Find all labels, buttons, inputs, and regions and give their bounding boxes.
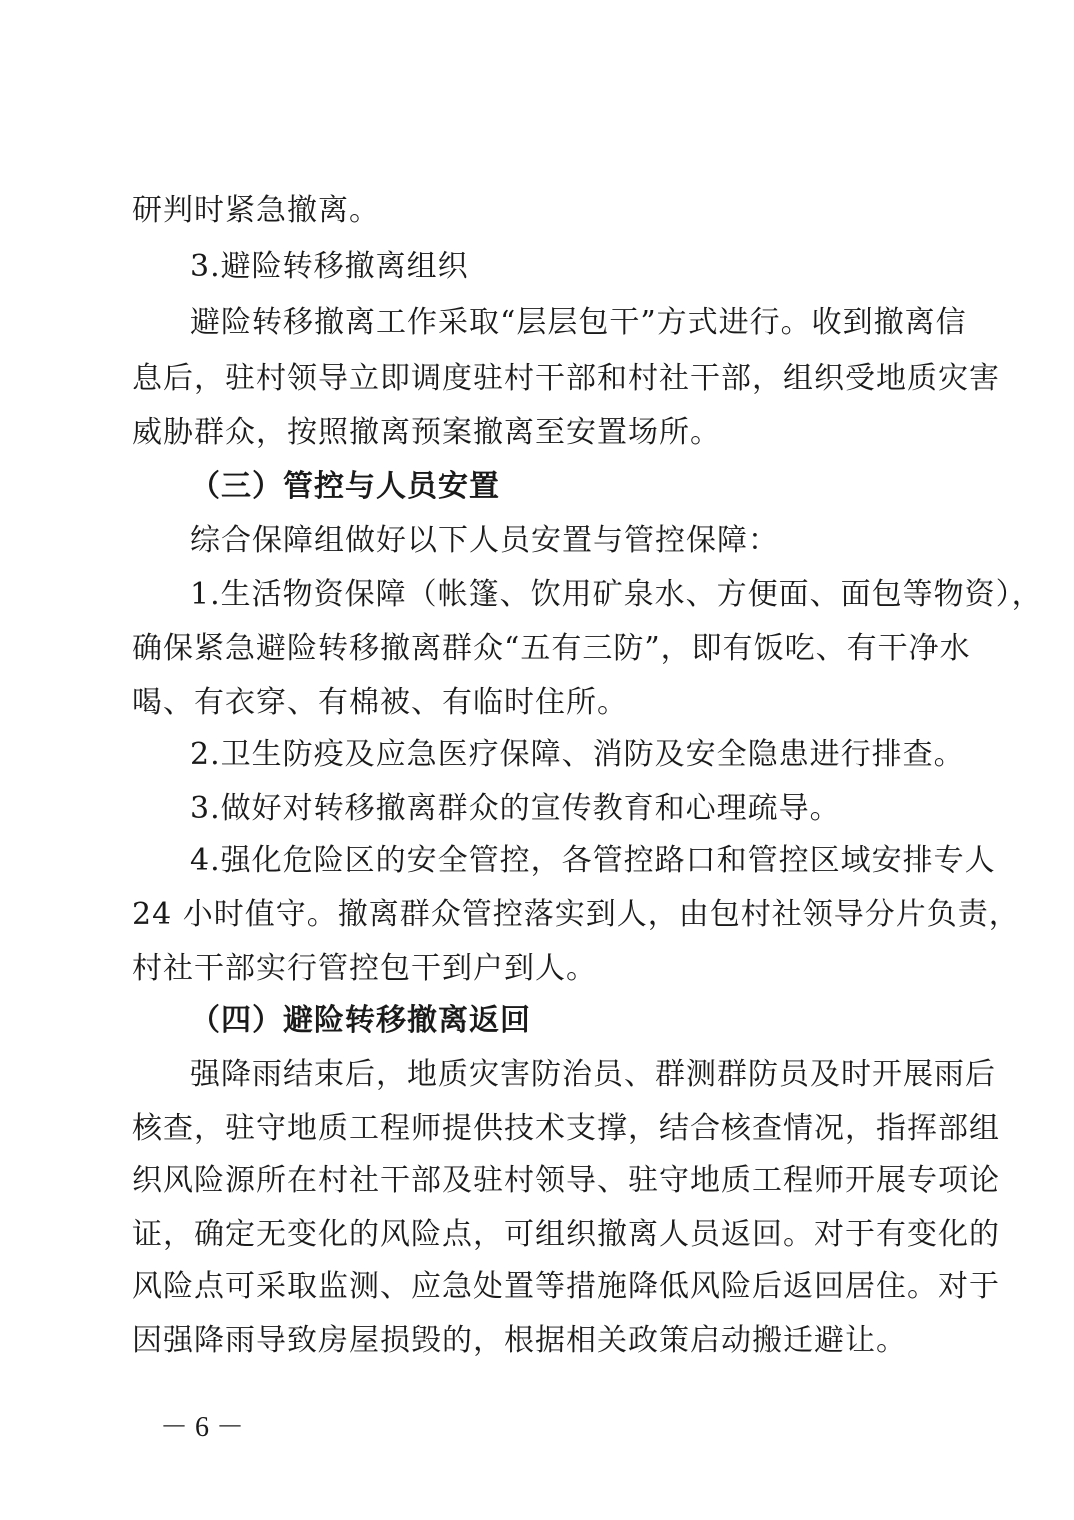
paragraph-line: 因强降雨导致房屋损毁的，根据相关政策启动搬迁避让。 (132, 1323, 907, 1358)
paragraph-line: 村社干部实行管控包干到户到人。 (132, 951, 597, 986)
page-number: － 6 － (160, 1412, 245, 1443)
paragraph-line: 强降雨结束后，地质灾害防治员、群测群防员及时开展雨后 (190, 1057, 996, 1092)
paragraph-line: 息后，驻村领导立即调度驻村干部和村社干部，组织受地质灾害 (132, 361, 1000, 396)
paragraph-line: 避险转移撤离工作采取“层层包干”方式进行。收到撤离信 (190, 305, 967, 340)
paragraph-line: 2.卫生防疫及应急医疗保障、消防及安全隐患进行排查。 (190, 737, 965, 772)
paragraph-line: 3.做好对转移撤离群众的宣传教育和心理疏导。 (190, 791, 841, 826)
paragraph-line: 证，确定无变化的风险点，可组织撤离人员返回。对于有变化的 (132, 1217, 1000, 1252)
paragraph-line: 风险点可采取监测、应急处置等措施降低风险后返回居住。对于 (132, 1269, 1000, 1304)
subheading: 3.避险转移撤离组织 (190, 249, 469, 284)
paragraph-line: 研判时紧急撤离。 (132, 193, 380, 228)
paragraph-line: 4.强化危险区的安全管控，各管控路口和管控区域安排专人 (190, 843, 996, 878)
paragraph-line: 威胁群众，按照撤离预案撤离至安置场所。 (132, 415, 721, 450)
paragraph-line: 织风险源所在村社干部及驻村领导、驻守地质工程师开展专项论 (132, 1163, 1000, 1198)
paragraph-line: 24 小时值守。撤离群众管控落实到人，由包村社领导分片负责， (132, 897, 1020, 932)
paragraph-line: 综合保障组做好以下人员安置与管控保障： (190, 523, 779, 558)
paragraph-line: 核查，驻守地质工程师提供技术支撑，结合核查情况，指挥部组 (132, 1111, 1000, 1146)
paragraph-line: 确保紧急避险转移撤离群众“五有三防”，即有饭吃、有干净水 (132, 631, 971, 666)
paragraph-line: 喝、有衣穿、有棉被、有临时住所。 (132, 685, 628, 720)
section-heading: （三）管控与人员安置 (190, 469, 500, 504)
paragraph-line: 1.生活物资保障（帐篷、饮用矿泉水、方便面、面包等物资）， (190, 577, 1043, 612)
section-heading: （四）避险转移撤离返回 (190, 1003, 531, 1038)
